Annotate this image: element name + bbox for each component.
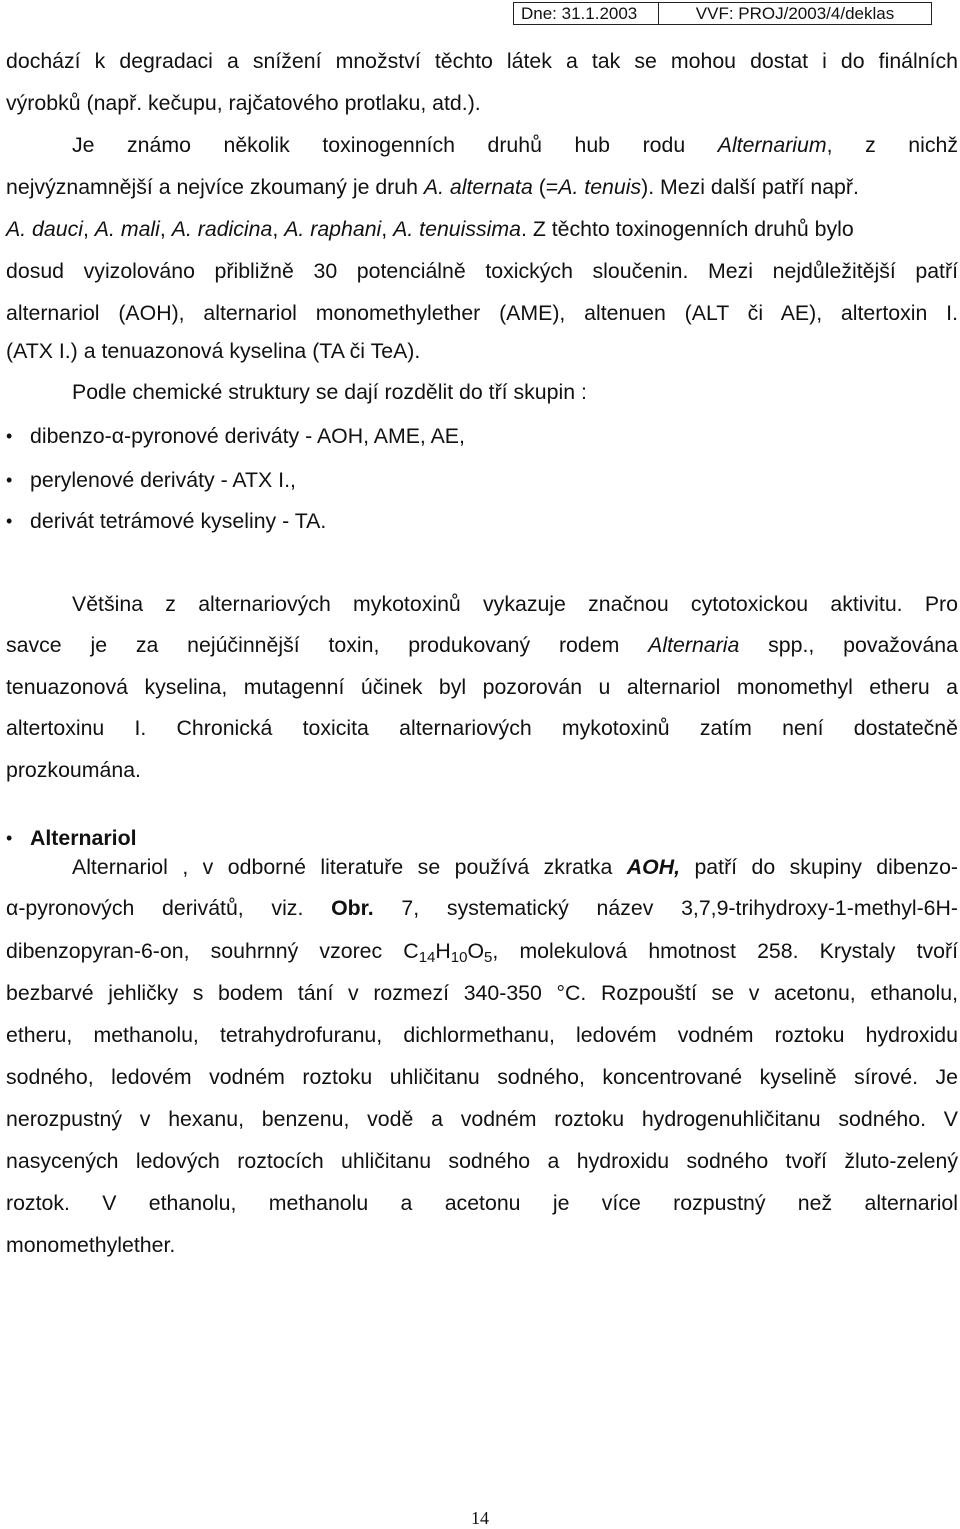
text-line: Většina z alternariových mykotoxinů vykazuje značnou cytotoxickou aktivitu. Pro [72,592,958,616]
text-line: nejvýznamnější a nejvíce zkoumaný je druh A. alternata (=A. tenuis). Mezi další patří např. [6,175,859,199]
text-line: altertoxinu I. Chronická toxicita alternariových mykotoxinů zatím není dostatečně [6,716,958,740]
section-heading: • Alternariol [6,826,137,850]
list-item: • perylenové deriváty - ATX I., [6,468,296,492]
list-item: • dibenzo-α-pyronové deriváty - AOH, AME, AE, [6,424,465,448]
text-line: savce je za nejúčinnější toxin, produkovaný rodem Alternaria spp., považována [6,633,958,657]
text-line: alternariol (AOH), alternariol monomethylether (AME), altenuen (ALT či AE), altertoxin I. [6,301,958,325]
bullet-icon: • [6,470,13,490]
text-line: monomethylether. [6,1233,176,1257]
header-reference: VVF: PROJ/2003/4/deklas [659,2,932,25]
text-line: bezbarvé jehličky s bodem tání v rozmezí 340-350 °C. Rozpouští se v acetonu, ethanolu, [6,981,958,1005]
text-line: Je známo několik toxinogenních druhů hub rodu Alternarium, z nichž [72,133,958,157]
text-line: A. dauci, A. mali, A. radicina, A. raphani, A. tenuissima. Z těchto toxinogenních druhů bylo [6,217,854,241]
text-line: dochází k degradaci a snížení množství těchto látek a tak se mohou dostat i do finálních [6,49,958,73]
text-line: dosud vyizolováno přibližně 30 potenciálně toxických sloučenin. Mezi nejdůležitější patří [6,259,958,283]
text-line: etheru, methanolu, tetrahydrofuranu, dichlormethanu, ledovém vodném roztoku hydroxidu [6,1023,958,1047]
text-line: α-pyronových derivátů, viz. Obr. 7, systematický název 3,7,9-trihydroxy-1-methyl-6H- [6,896,959,920]
text-line: Alternariol , v odborné literatuře se používá zkratka AOH, patří do skupiny dibenzo- [72,855,959,879]
text-line: dibenzopyran-6-on, souhrnný vzorec $C_{14}H_{10}O_5$, molekulová hmotnost 258. Krystaly tvoří [6,939,958,966]
bullet-icon: • [6,828,13,848]
text-line: Podle chemické struktury se dají rozdělit do tří skupin : [72,380,587,404]
page-number: 14 [471,1508,489,1528]
header-date: Dne: 31.1.2003 [513,2,659,25]
bullet-icon: • [6,511,13,531]
bullet-icon: • [6,426,13,446]
text-line: (ATX I.) a tenuazonová kyselina (TA či TeA). [6,339,421,363]
text-line: nerozpustný v hexanu, benzenu, vodě a vodném roztoku hydrogenuhličitanu sodného. V [6,1107,958,1131]
text-line: sodného, ledovém vodném roztoku uhličitanu sodného, koncentrované kyselině sírové. Je [6,1065,958,1089]
text-line: tenuazonová kyselina, mutagenní účinek byl pozorován u alternariol monomethyl etheru a [6,675,958,699]
text-line: nasycených ledových roztocích uhličitanu sodného a hydroxidu sodného tvoří žluto-zelený [6,1149,958,1173]
page-header [513,2,932,25]
text-line: roztok. V ethanolu, methanolu a acetonu je více rozpustný než alternariol [6,1191,958,1215]
list-item: • derivát tetrámové kyseliny - TA. [6,509,327,533]
text-line: prozkoumána. [6,758,141,782]
text-line: výrobků (např. kečupu, rajčatového protlaku, atd.). [6,91,481,115]
